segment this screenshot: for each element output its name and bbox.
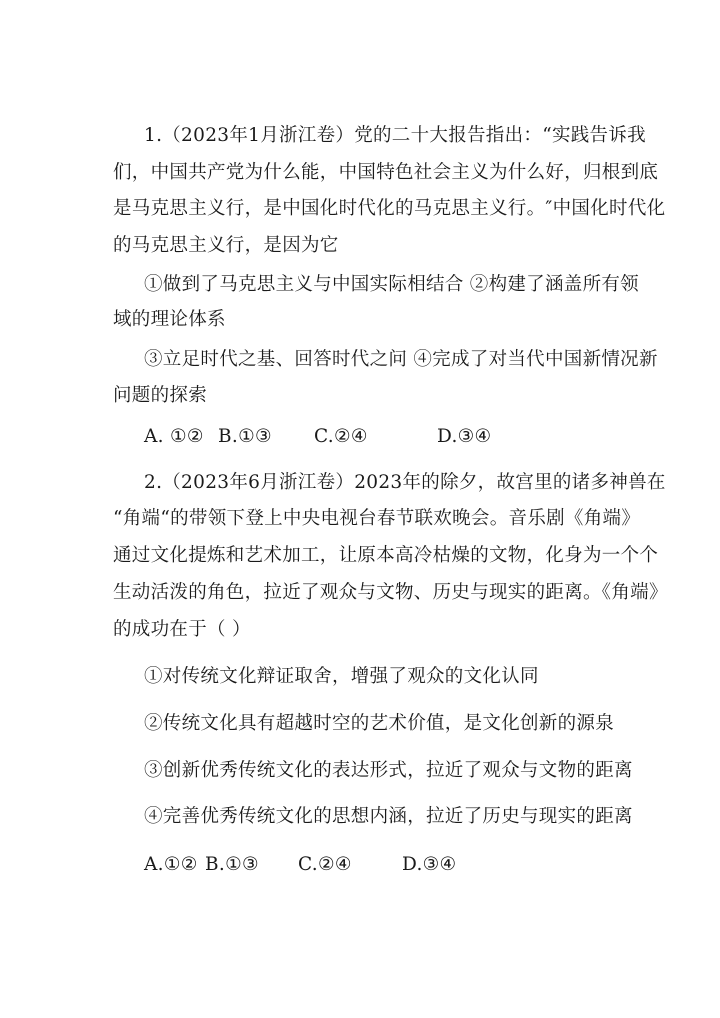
question-1-statement-3-4-line-2: 问题的探索 <box>113 385 208 406</box>
question-2-stem-line-1: 2.（2023年6月浙江卷）2023年的除夕，故宫里的诸多神兽在 <box>144 472 666 493</box>
question-2-choice-b: B.①③ <box>205 854 259 875</box>
question-1-stem-line-4: 的马克思主义行，是因为它 <box>113 235 339 256</box>
question-2-choice-d: D.③④ <box>402 854 457 875</box>
question-2-statement-1: ①对传统文化辩证取舍，增强了观众的文化认同 <box>144 666 539 687</box>
question-1-stem-line-3: 是马克思主义行，是中国化时代化的马克思主义行。″中国化时代化 <box>113 198 666 219</box>
question-1-stem-line-1: 1.（2023年1月浙江卷）党的二十大报告指出：“实践告诉我 <box>144 125 646 146</box>
question-1-choice-d: D.③④ <box>437 426 492 447</box>
question-1-statement-1-2-line-1: ①做到了马克思主义与中国实际相结合 ②构建了涵盖所有领 <box>144 274 639 295</box>
question-1-statement-3-4-line-1: ③立足时代之基、回答时代之问 ④完成了对当代中国新情况新 <box>144 349 658 370</box>
question-2-choice-c: C.②④ <box>298 854 352 875</box>
question-2-stem-line-5: 的成功在于（ ） <box>113 619 251 640</box>
question-1-stem-line-2: 们，中国共产党为什么能，中国特色社会主义为什么好，归根到底 <box>113 162 659 183</box>
question-1-choice-a: A. ①② <box>144 426 204 447</box>
question-2-statement-2: ②传统文化具有超越时空的艺术价值，是文化创新的源泉 <box>144 713 615 734</box>
question-1-statement-1-2-line-2: 域的理论体系 <box>113 309 226 330</box>
question-2-choice-a: A.①② <box>144 854 198 875</box>
question-2-stem-line-4: 生动活泼的角色，拉近了观众与文物、历史与现实的距离。《角端》 <box>113 582 668 603</box>
question-2-stem-line-3: 通过文化提炼和艺术加工，让原本高冷枯燥的文物，化身为一个个 <box>113 545 659 566</box>
question-2-stem-line-2: “角端“的带领下登上中央电视台春节联欢晚会。音乐剧《角端》 <box>113 508 641 529</box>
question-2-statement-3: ③创新优秀传统文化的表达形式，拉近了观众与文物的距离 <box>144 760 633 781</box>
question-1-choice-c: C.②④ <box>314 426 368 447</box>
question-2-statement-4: ④完善优秀传统文化的思想内涵，拉近了历史与现实的距离 <box>144 806 633 827</box>
question-1-choice-b: B.①③ <box>218 426 272 447</box>
